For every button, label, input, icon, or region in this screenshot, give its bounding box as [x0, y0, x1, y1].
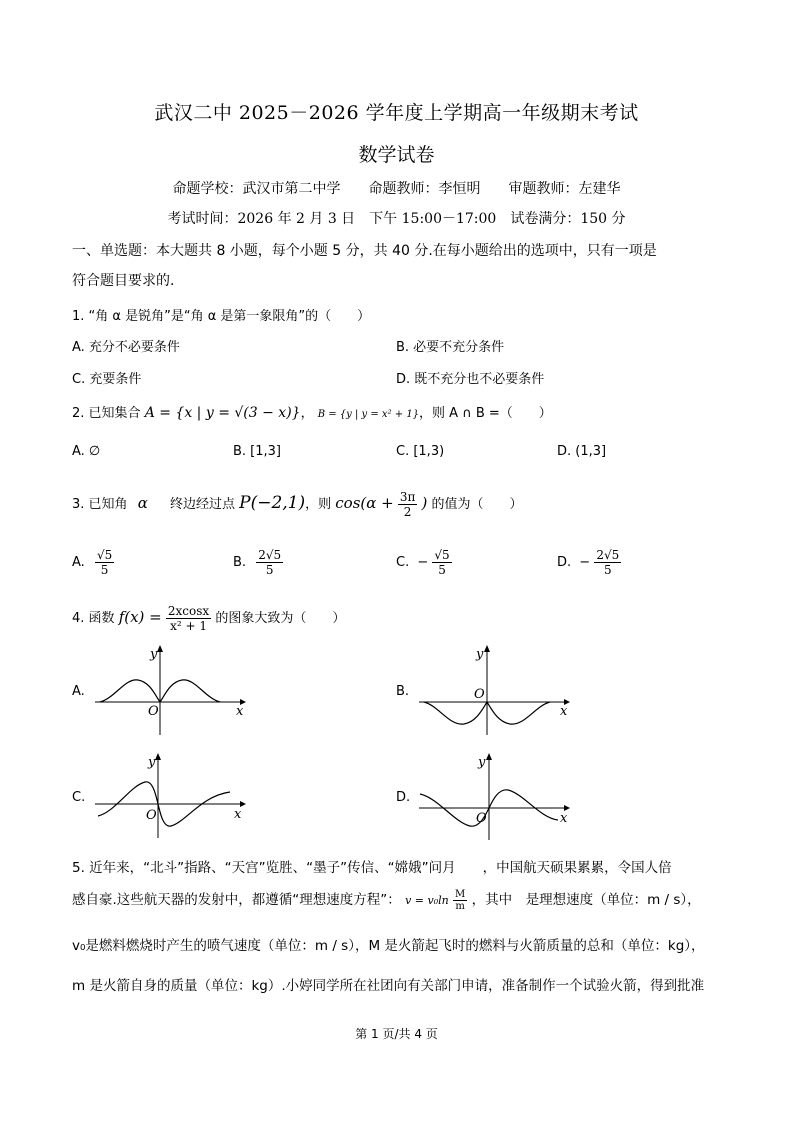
q4-label-d: D.	[396, 790, 411, 805]
q2-set-a: A = {x | y = √(3 − x)}	[144, 405, 301, 421]
exam-title: 武汉二中 2025－2026 学年度上学期高一年级期末考试	[154, 102, 639, 124]
q3-c-fraction: $\frac{√5}{5}$	[434, 548, 450, 577]
svg-text:x: x	[236, 704, 244, 719]
svg-text:y: y	[148, 755, 156, 770]
exam-authors: 命题学校：武汉市第二中学 命题教师：李恒明 审题教师：左建华	[172, 181, 621, 197]
q3-option-c: C. − $\frac{√5}{5}$	[396, 548, 450, 577]
q3-alpha: α	[137, 494, 148, 512]
q3-stem-post: 的值为（ ）	[431, 497, 523, 512]
q3-b-fraction: $\frac{2√5}{5}$	[258, 548, 282, 577]
q3-stem-mid: 终边经过点	[169, 497, 235, 512]
svg-text:y: y	[150, 647, 158, 662]
section-heading-cont: 符合题目要求的.	[72, 273, 175, 289]
q3-d-fraction: $\frac{2√5}{5}$	[596, 548, 620, 577]
q2-stem-pre: 2. 已知集合	[72, 406, 141, 421]
q3-expr-pre: cos(α +	[335, 494, 394, 512]
q4-fx: f(x) =	[118, 608, 162, 626]
svg-text:O: O	[148, 704, 159, 719]
q1-option-b: B. 必要不充分条件	[396, 340, 505, 355]
svg-text:O: O	[146, 808, 157, 823]
q3-option-a: A. $\frac{√5}{5}$	[72, 548, 113, 577]
q2-option-b: B. [1,3]	[233, 444, 282, 459]
svg-text:y: y	[476, 647, 484, 662]
section-heading: 一、单选题：本大题共 8 小题，每个小题 5 分，共 40 分.在每小题给出的选项中，只有一项是	[72, 243, 657, 259]
q4-fraction: $\frac{2xcosx}{\text{x² + 1}}$	[167, 604, 210, 633]
q3-expr-fraction: $\frac{3\pi}{2}$	[399, 490, 416, 519]
q5-line2: 感自豪.这些航天器的发射中，都遵循“理想速度方程”： v = v₀ln $\frac{M}{m}$ ，其中 是理想速度（单位：m / s），	[72, 888, 701, 912]
q3-a-fraction: $\frac{√5}{5}$	[96, 548, 113, 577]
q4-graph-c	[90, 748, 250, 848]
q4-graph-d	[414, 748, 574, 848]
q2-stem-post: ，则 A ∩ B =（ ）	[419, 406, 552, 421]
q1-stem: 1. “角 α 是锐角”是“角 α 是第一象限角”的（ ）	[72, 309, 371, 324]
svg-text:y: y	[478, 755, 486, 770]
q2-option-d: D. (1,3]	[557, 444, 607, 459]
q1-option-d: D. 既不充分也不必要条件	[396, 372, 545, 387]
svg-text:x: x	[560, 704, 568, 719]
q5-line3: v₀是燃料燃烧时产生的喷气速度（单位：m / s），M 是火箭起飞时的燃料与火箭质量的总和（单位：kg），	[72, 938, 705, 954]
q4-label-a: A.	[72, 684, 85, 699]
q3-stem	[72, 490, 732, 519]
q3-expr-post: )	[421, 494, 428, 512]
svg-text:x: x	[234, 807, 242, 822]
svg-text:O: O	[476, 811, 487, 826]
q3-stem-pre: 3. 已知角	[72, 497, 128, 512]
q5-line1: 5. 近年来，“北斗”指路、“天宫”览胜、“墨子”传信、“嫦娥”问月 ，中国航天硕果累累，令国人倍	[72, 860, 672, 876]
q2-stem: 2. 已知集合 A = {x | y = √(3 − x)}， B = {y | y = x² + 1}，则 A ∩ B =（ ）	[72, 405, 552, 421]
q4-graph-b	[414, 640, 574, 740]
q5-line4: m 是火箭自身的质量（单位：kg）.小婷同学所在社团向有关部门申请，准备制作一个试验火箭，得到批准	[72, 978, 705, 994]
q4-label-b: B.	[396, 684, 410, 699]
page-footer: 第 1 页/共 4 页	[355, 1027, 438, 1041]
svg-text:x: x	[560, 811, 568, 826]
q5-eq-fraction: $\frac{M}{m}$	[455, 888, 466, 912]
q4-label-c: C.	[72, 790, 86, 805]
exam-time-info: 考试时间：2026 年 2 月 3 日 下午 15:00－17:00 试卷满分：150 分	[167, 211, 626, 227]
q3-option-b: B. $\frac{2√5}{5}$	[233, 548, 282, 577]
q3-point: P(−2,1)	[239, 493, 306, 513]
q2-option-c: C. [1,3)	[396, 444, 445, 459]
q3-option-d: D. − $\frac{2√5}{5}$	[557, 548, 620, 577]
q2-set-b: B = {y | y = x² + 1}	[317, 409, 420, 420]
q1-option-a: A. 充分不必要条件	[72, 340, 180, 355]
exam-subtitle: 数学试卷	[358, 144, 435, 166]
q5-equation: v = v₀ln	[405, 894, 449, 907]
svg-text:O: O	[474, 687, 485, 702]
q4-graph-a	[90, 640, 250, 740]
q3-stem-mid2: ，则	[305, 497, 332, 512]
q1-option-c: C. 充要条件	[72, 372, 142, 387]
q2-option-a: A. ∅	[72, 444, 101, 459]
q4-stem: 4. 函数 f(x) = $\frac{2xcosx}{\text{x² + 1}}$ 的图象大致为（ ）	[72, 604, 346, 633]
